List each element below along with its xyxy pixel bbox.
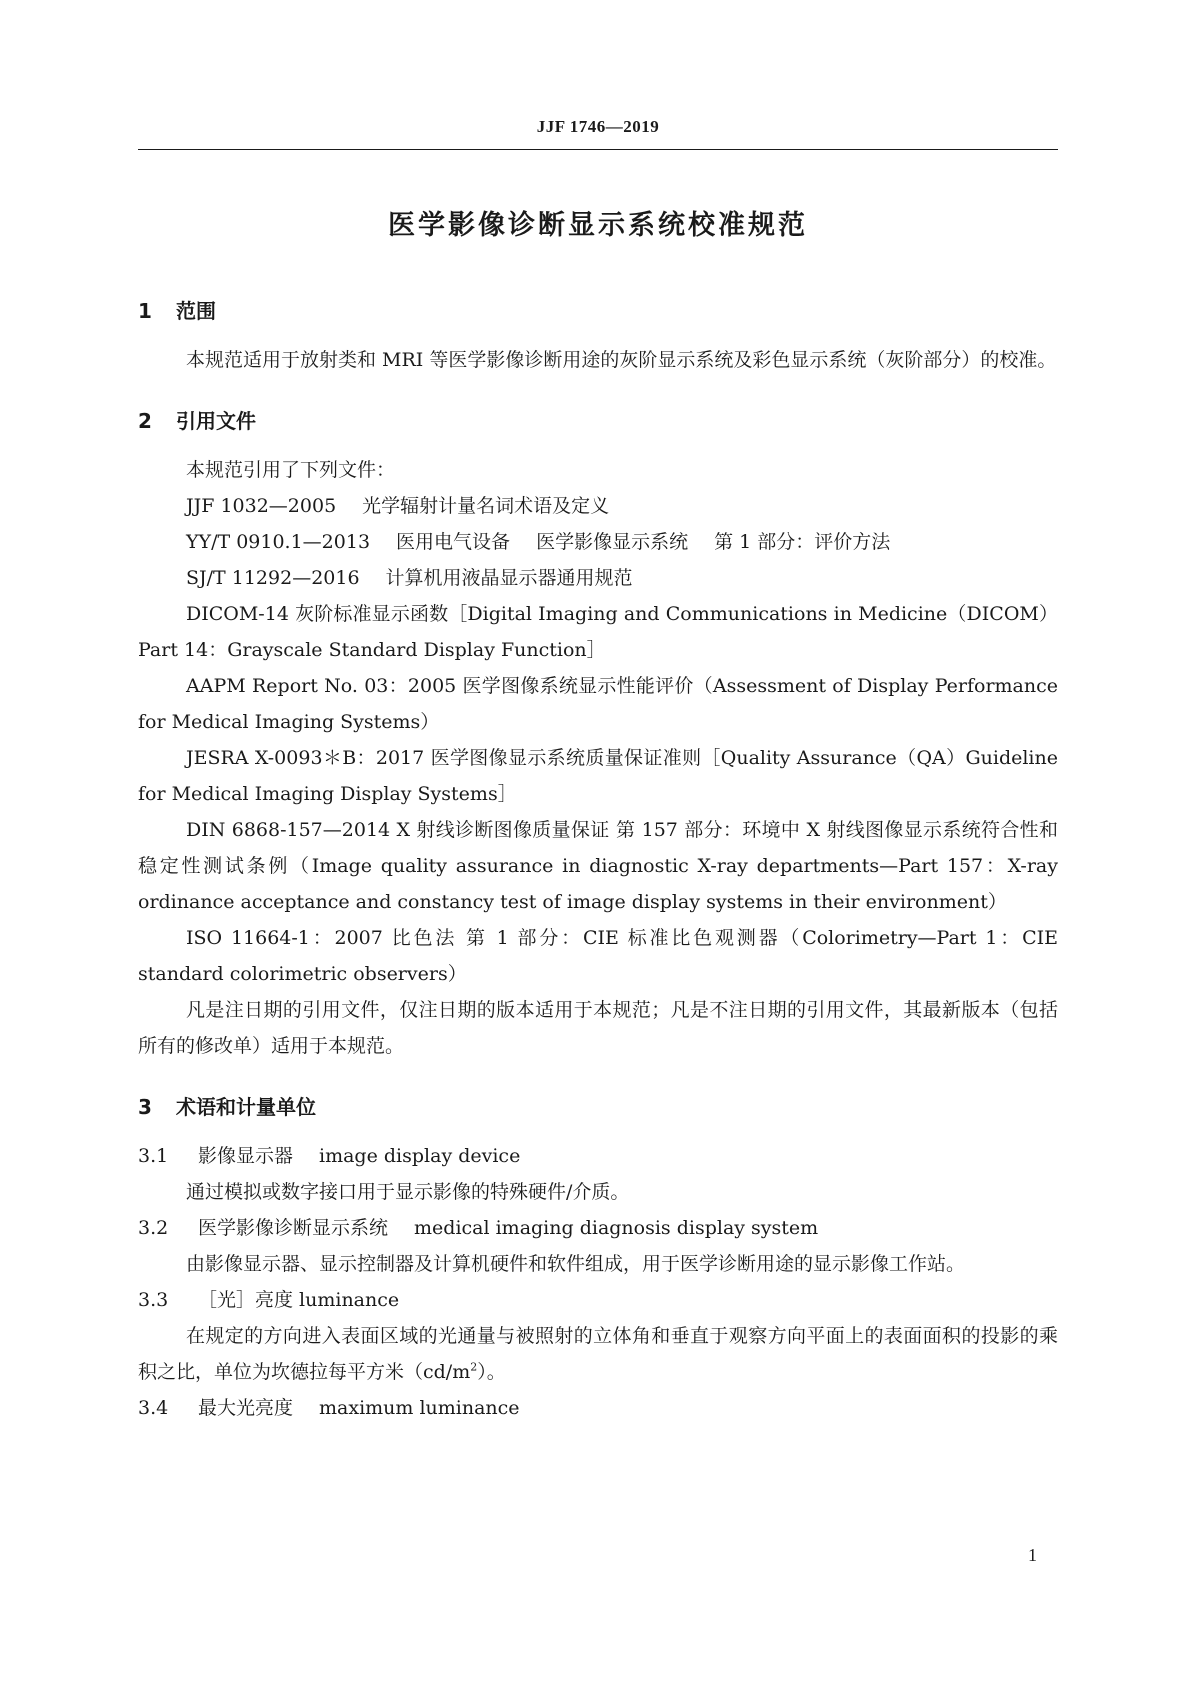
term-3-3-definition-text: 在规定的方向进入表面区域的光通量与被照射的立体角和垂直于观察方向平面上的表面面积的投影的乘积之比，单位为坎德拉每平方米（cd/m <box>138 1325 1058 1383</box>
reference-2-part-b: 医学影像显示系统 <box>536 531 689 553</box>
section-3-heading <box>138 1090 1058 1124</box>
reference-3-code: SJ/T 11292—2016 <box>186 567 360 589</box>
scope-paragraph: 本规范适用于放射类和 MRI 等医学影像诊断用途的灰阶显示系统及彩色显示系统（灰阶部分）的校准。 <box>186 349 1057 371</box>
section-2-title: 引用文件 <box>176 409 256 433</box>
reference-7: DIN 6868-157—2014 X 射线诊断图像质量保证 第 157 部分：环境中 X 射线图像显示系统符合性和稳定性测试条例（Image quality assurance in diagnostic X-ray departments—Part 157：X-ray ordinance acceptance and constancy test of image display systems in their environment） <box>138 819 1058 913</box>
reference-2-part-c: 第 1 部分：评价方法 <box>714 531 891 553</box>
term-3-4-number: 3.4 <box>138 1397 169 1419</box>
term-3-1 <box>138 1138 1058 1174</box>
document-title: 医学影像诊断显示系统校准规范 <box>388 210 808 241</box>
section-3-number: 3 <box>138 1095 152 1119</box>
section-2-heading <box>138 404 1058 438</box>
reference-2-part-a: 医用电气设备 <box>396 531 511 553</box>
term-3-2-number: 3.2 <box>138 1217 169 1239</box>
term-3-3-chinese: ［光］亮度 luminance <box>198 1289 400 1311</box>
running-header: JJF 1746—2019 <box>536 117 660 136</box>
section-1-heading <box>138 294 1058 328</box>
term-3-3 <box>138 1282 1058 1318</box>
reference-2-code: YY/T 0910.1—2013 <box>186 531 371 553</box>
reference-8: ISO 11664-1：2007 比色法 第 1 部分：CIE 标准比色观测器（Colorimetry—Part 1：CIE standard colorimetric observers） <box>138 927 1058 985</box>
term-3-2 <box>138 1210 1058 1246</box>
term-3-4-english: maximum luminance <box>319 1397 520 1419</box>
page-number: 1 <box>1028 1545 1037 1565</box>
term-3-4 <box>138 1390 1058 1426</box>
reference-3 <box>138 560 1058 596</box>
term-3-3-number: 3.3 <box>138 1289 169 1311</box>
reference-1-code: JJF 1032—2005 <box>186 495 337 517</box>
reference-1 <box>138 488 1058 524</box>
references-closing: 凡是注日期的引用文件，仅注日期的版本适用于本规范；凡是不注日期的引用文件，其最新版本（包括所有的修改单）适用于本规范。 <box>138 999 1058 1057</box>
unit-superscript: 2 <box>470 1360 478 1374</box>
references-intro: 本规范引用了下列文件： <box>186 459 396 481</box>
section-3-title: 术语和计量单位 <box>176 1095 316 1119</box>
reference-5: AAPM Report No. 03：2005 医学图像系统显示性能评价（Assessment of Display Performance for Medical Imaging Systems） <box>138 675 1058 733</box>
reference-4: DICOM-14 灰阶标准显示函数［Digital Imaging and Communications in Medicine（DICOM）Part 14：Grayscale Standard Display Function］ <box>138 603 1058 661</box>
section-1-number: 1 <box>138 299 152 323</box>
reference-6: JESRA X-0093＊B：2017 医学图像显示系统质量保证准则［Quality Assurance（QA）Guideline for Medical Imaging Display Systems］ <box>138 747 1058 805</box>
header-rule <box>138 149 1058 150</box>
term-3-4-chinese: 最大光亮度 <box>198 1397 294 1419</box>
term-3-1-definition: 通过模拟或数字接口用于显示影像的特殊硬件/介质。 <box>186 1181 630 1203</box>
term-3-1-chinese: 影像显示器 <box>198 1145 294 1167</box>
reference-1-title: 光学辐射计量名词术语及定义 <box>362 495 610 517</box>
reference-2 <box>138 524 1058 560</box>
term-3-2-chinese: 医学影像诊断显示系统 <box>198 1217 389 1239</box>
term-3-1-number: 3.1 <box>138 1145 169 1167</box>
term-3-1-english: image display device <box>319 1145 521 1167</box>
section-1-title: 范围 <box>176 299 216 323</box>
term-3-3-definition <box>138 1318 1058 1390</box>
term-3-2-definition: 由影像显示器、显示控制器及计算机硬件和软件组成，用于医学诊断用途的显示影像工作站。 <box>186 1253 966 1275</box>
section-2-number: 2 <box>138 409 152 433</box>
term-3-3-definition-end: ）。 <box>477 1361 506 1383</box>
document-body <box>138 294 1058 1426</box>
reference-3-title: 计算机用液晶显示器通用规范 <box>385 567 633 589</box>
term-3-2-english: medical imaging diagnosis display system <box>414 1217 819 1239</box>
